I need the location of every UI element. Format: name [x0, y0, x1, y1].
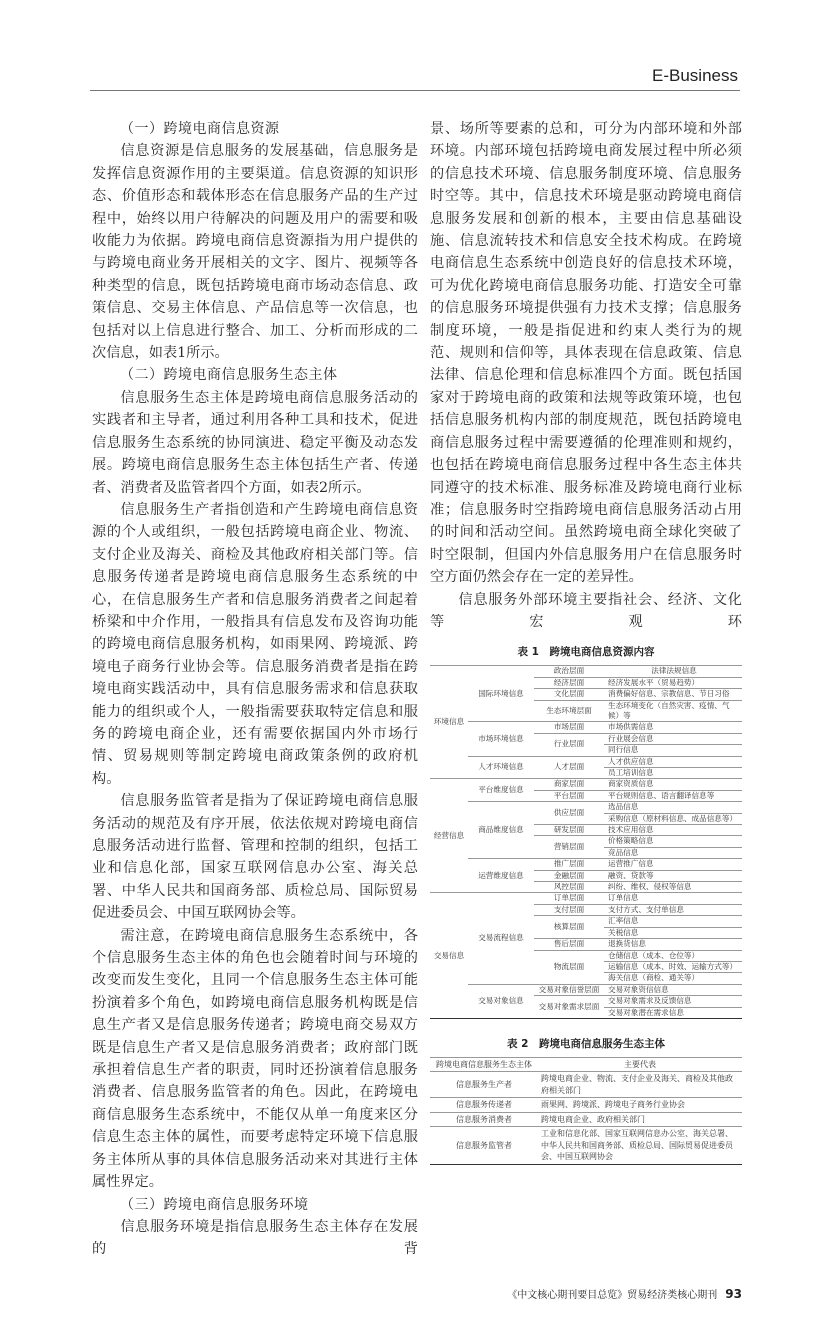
journal-section-title: E-Business	[652, 66, 738, 85]
item-cell: 订单信息	[604, 893, 742, 904]
table-row	[430, 1127, 742, 1165]
representative-cell: 雨果网、跨境派、跨境电子商务行业协会	[538, 1098, 742, 1113]
category-cell: 环境信息	[430, 666, 468, 779]
item-cell: 经济发展水平（贸易趋势）	[604, 677, 742, 688]
left-column	[92, 118, 418, 1261]
level-cell: 推广层面	[534, 859, 604, 870]
page-number: 93	[725, 1286, 742, 1301]
level-cell: 核算层面	[534, 916, 604, 939]
level-cell: 金融层面	[534, 870, 604, 881]
item-cell: 商家资质信息	[604, 779, 742, 790]
level-cell: 交易对象信誉层面	[534, 984, 604, 995]
table2-title: 表 2 跨境电商信息服务生态主体	[507, 1037, 665, 1050]
subgroup-cell: 交易流程信息	[468, 893, 534, 984]
table-row	[430, 1072, 742, 1098]
item-cell: 融资、贷款等	[604, 870, 742, 881]
item-cell: 选品信息	[604, 802, 742, 813]
table-row	[430, 779, 742, 790]
item-cell: 交易对象资信信息	[604, 984, 742, 995]
subgroup-cell: 市场环境信息	[468, 722, 534, 756]
right-column	[430, 118, 742, 1165]
item-cell: 交易对象需求及反馈信息	[604, 996, 742, 1007]
subgroup-cell: 交易对象信息	[468, 984, 534, 1018]
level-cell: 平台层面	[534, 790, 604, 801]
level-cell: 行业层面	[534, 733, 604, 756]
item-cell: 关税信息	[604, 927, 742, 938]
item-cell: 生态环境变化（自然灾害、疫情、气候）等	[604, 700, 742, 722]
paragraph: 信息服务外部环境主要指社会、经济、文化等宏观环	[430, 591, 742, 630]
paragraph: 景、场所等要素的总和，可分为内部环境和外部环境。内部环境包括跨境电商发展过程中所必须的信息技术环境、信息服务制度环境、信息服务时空等。其中，信息技术环境是驱动跨境电商信息服务发展和创新的根本，主要由信息基础设施、信息流转技术和信息安全技术构成。在跨境电商信息生态系统中创造良好的信息技术环境，可为优化跨境电商信息服务功能、打造安全可靠的信息服务环境提供强有力技术支撑；信息服务制度环境，一般是指促进和约束人类行为的规范、规则和信仰等，具体表现在信息政策、信息法律、信息伦理和信息标准四个方面。既包括国家对于跨境电商的政策和法规等政策环境，也包括信息服务机构内部的制度规范，既包括跨境电商信息服务过程中需要遵循的伦理准则和规约，也包括在跨境电商信息服务过程中各生态主体共同遵守的技术标准、服务标准及跨境电商行业标准；信息服务时空指跨境电商信息服务活动占用的时间和活动空间。虽然跨境电商全球化突破了时空限制，但国内外信息服务用户在信息服务时空方面仍然会存在一定的差异性。	[430, 121, 742, 586]
table1-title: 表 1 跨境电商信息资源内容	[517, 646, 655, 659]
level-cell: 售后层面	[534, 939, 604, 950]
item-cell: 海关信息（商检、通关等）	[604, 973, 742, 984]
item-cell: 运营推广信息	[604, 859, 742, 870]
subgroup-cell: 运营维度信息	[468, 859, 534, 893]
representative-cell: 跨境电商企业、物流、支付企业及海关、商检及其他政府相关部门	[538, 1072, 742, 1098]
category-cell: 交易信息	[430, 893, 468, 1018]
item-cell: 采购信息（原材料信息、成品信息等）	[604, 813, 742, 824]
table-row	[430, 722, 742, 733]
paragraph: 信息服务生产者指创造和产生跨境电商信息资源的个人或组织，一般包括跨境电商企业、物流、支付企业及海关、商检及其他政府相关部门等。信息服务传递者是跨境电商信息服务生态系统的中心，在信息服务生产者和信息服务消费者之间起着桥梁和中介作用，一般指具有信息发布及咨询功能的跨境电商信息服务机构，如雨果网、跨境派、跨境电子商务行业协会等。信息服务消费者是指在跨境电商实践活动中，具有信息服务需求和信息获取能力的组织或个人，一般指需要获取特定信息和服务的跨境电商企业，还有需要依据国内外市场行情、贸易规则等制定跨境电商政策条例的政府机构。	[92, 501, 418, 787]
item-cell: 价格策略信息	[604, 836, 742, 847]
table-row	[430, 893, 742, 904]
paragraph: 信息资源是信息服务的发展基础，信息服务是发挥信息资源作用的主要渠道。信息资源的知识形态、价值形态和载体形态在信息服务产品的生产过程中，始终以用户待解决的问题及用户的需要和吸收能力为依据。跨境电商信息资源指为用户提供的与跨境电商业务开展相关的文字、图片、视频等各种类型的信息，既包括跨境电商市场动态信息、政策信息、交易主体信息、产品信息等一次信息，也包括对以上信息进行整合、加工、分析而形成的二次信息，如表1所示。	[92, 143, 418, 362]
table-row	[430, 1112, 742, 1127]
table-row	[430, 756, 742, 767]
item-cell: 法律法规信息	[604, 666, 742, 677]
subject-cell: 信息服务监管者	[430, 1127, 538, 1165]
subject-cell: 信息服务生产者	[430, 1072, 538, 1098]
level-cell: 研发层面	[534, 825, 604, 836]
level-cell: 政治层面	[534, 666, 604, 677]
level-cell: 生态环境层面	[534, 700, 604, 722]
footer-journal-note: 《中文核心期刊要目总览》贸易经济类核心期刊	[507, 1289, 718, 1301]
table2-service-subjects	[430, 1057, 742, 1165]
item-cell: 竞品信息	[604, 847, 742, 858]
paragraph: 需注意，在跨境电商信息服务生态系统中，各个信息服务生态主体的角色也会随着时间与环境的改变而发生变化，且同一个信息服务生态主体可能扮演着多个角色，如跨境电商信息服务机构既是信息生产者又是信息服务传递者；跨境电商交易双方既是信息生产者又是信息服务消费者；政府部门既承担着信息生产者的职责，同时还扮演着信息服务消费者、信息服务监管者的角色。因此，在跨境电商信息服务生态系统中，不能仅从单一角度来区分信息生态主体的属性，而要考虑特定环境下信息服务主体所从事的具体信息服务活动来对其进行主体属性界定。	[92, 927, 418, 1191]
level-cell: 文化层面	[534, 689, 604, 700]
item-cell: 纠纷、维权、侵权等信息	[604, 882, 742, 893]
subgroup-cell: 商品维度信息	[468, 802, 534, 859]
paragraph: 信息服务监管者是指为了保证跨境电商信息服务活动的规范及有序开展，依法依规对跨境电商信息服务活动进行监督、管理和控制的组织，包括工业和信息化部，国家互联网信息办公室、海关总署、中华人民共和国商务部、质检总局、国际贸易促进委员会、中国互联网协会等。	[92, 793, 418, 922]
representative-cell: 工业和信息化部、国家互联网信息办公室、海关总署、中华人民共和国商务部、质检总局、国际贸易促进委员会、中国互联网协会	[538, 1127, 742, 1165]
item-cell: 交易对象潜在需求信息	[604, 1007, 742, 1018]
level-cell: 订单层面	[534, 893, 604, 904]
section-heading-1: （一）跨境电商信息资源	[120, 121, 280, 137]
footer	[92, 1287, 742, 1323]
level-cell: 交易对象需求层面	[534, 996, 604, 1019]
item-cell: 退换货信息	[604, 939, 742, 950]
subject-cell: 信息服务传递者	[430, 1098, 538, 1113]
table1-information-resources	[430, 665, 742, 1019]
item-cell: 技术应用信息	[604, 825, 742, 836]
item-cell: 人才供应信息	[604, 756, 742, 767]
item-cell: 汇率信息	[604, 916, 742, 927]
paragraph: 信息服务环境是指信息服务生态主体存在发展的背	[92, 1218, 418, 1258]
level-cell: 风控层面	[534, 882, 604, 893]
level-cell: 市场层面	[534, 722, 604, 733]
header-rule	[90, 90, 740, 91]
column-header: 主要代表	[538, 1057, 742, 1072]
item-cell: 运输信息（成本、时效、运输方式等）	[604, 961, 742, 972]
item-cell: 同行信息	[604, 745, 742, 756]
subgroup-cell: 国际环境信息	[468, 666, 534, 722]
level-cell: 物流层面	[534, 950, 604, 984]
section-heading-3: （三）跨境电商信息服务环境	[120, 1196, 309, 1213]
level-cell: 支付层面	[534, 904, 604, 915]
table-row	[430, 984, 742, 995]
level-cell: 人才层面	[534, 756, 604, 779]
level-cell: 营销层面	[534, 836, 604, 859]
item-cell: 行业展会信息	[604, 733, 742, 744]
item-cell: 员工培训信息	[604, 768, 742, 779]
level-cell: 经济层面	[534, 677, 604, 688]
item-cell: 消费偏好信息、宗教信息、节日习俗	[604, 689, 742, 700]
table-row	[430, 666, 742, 677]
table-header-row	[430, 1057, 742, 1072]
table-row	[430, 1098, 742, 1113]
category-cell: 经营信息	[430, 779, 468, 893]
level-cell: 商家层面	[534, 779, 604, 790]
columns	[92, 118, 742, 1261]
subgroup-cell: 平台维度信息	[468, 779, 534, 802]
item-cell: 市场供需信息	[604, 722, 742, 733]
table-row	[430, 802, 742, 813]
table-row	[430, 859, 742, 870]
level-cell: 供应层面	[534, 802, 604, 825]
subgroup-cell: 人才环境信息	[468, 756, 534, 779]
column-header: 跨境电商信息服务生态主体	[430, 1057, 538, 1072]
section-heading-2: （二）跨境电商信息服务生态主体	[120, 367, 338, 384]
paragraph: 信息服务生态主体是跨境电商信息服务活动的实践者和主导者，通过利用各种工具和技术，促进信息服务生态系统的协同演进、稳定平衡及动态发展。跨境电商信息服务生态主体包括生产者、传递者、消费者及监管者四个方面，如表2所示。	[92, 389, 418, 496]
subject-cell: 信息服务消费者	[430, 1112, 538, 1127]
item-cell: 平台规则信息、语言翻译信息等	[604, 790, 742, 801]
representative-cell: 跨境电商企业、政府相关部门	[538, 1112, 742, 1127]
item-cell: 支付方式、支付单信息	[604, 904, 742, 915]
item-cell: 仓储信息（成本、仓位等）	[604, 950, 742, 961]
